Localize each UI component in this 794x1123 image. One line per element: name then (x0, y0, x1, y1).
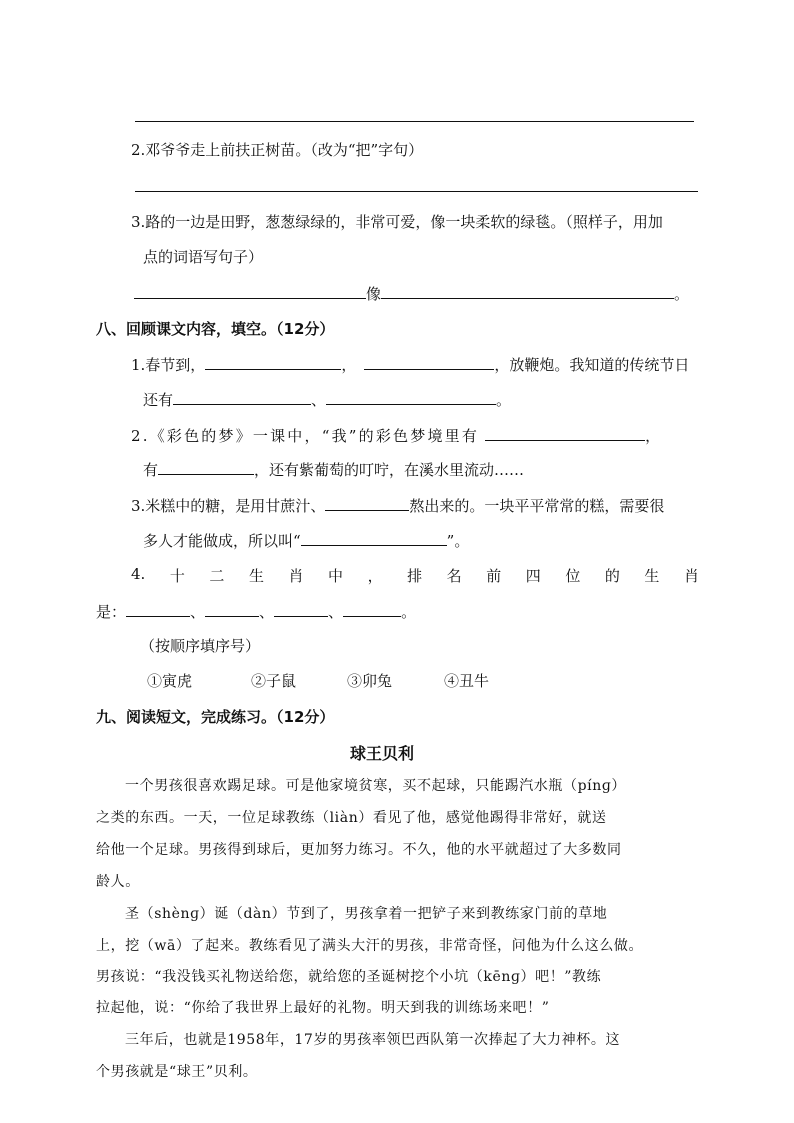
option-1: ①寅虎 (147, 672, 193, 690)
passage-line: 拉起他，说：“你给了我世界上最好的礼物。明天到我的训练场来吧！” (96, 1000, 550, 1016)
blank[interactable] (301, 529, 447, 546)
s8-q3-line1: 3.米糕中的糖，是用甘蔗汁、 熬出来的。一块平平常常的糕，需要很 (131, 494, 664, 516)
option-2: ②子鼠 (251, 672, 297, 690)
q7-item-3-line1: 3.路的一边是田野，葱葱绿绿的，非常可爱，像一块柔软的绿毯。（照样子，用加 (131, 213, 663, 231)
blank[interactable] (326, 388, 496, 405)
answer-line[interactable] (135, 191, 698, 192)
passage-line: 给他一个足球。男孩得到球后，更加努力练习。不久，他的水平就超过了大多数同 (96, 842, 622, 858)
passage-title: 球王贝利 (350, 744, 415, 763)
s8-q1-line2: 还有 、 。 (143, 388, 511, 410)
s8-q2-line1: 2.《彩色的梦》一课中，“我”的彩色梦境里有 ， (131, 424, 662, 446)
blank[interactable] (205, 353, 341, 370)
section-9-heading: 九、阅读短文，完成练习。（12分） (96, 708, 335, 726)
blank[interactable] (205, 600, 259, 617)
passage-line: 男孩说：“我没钱买礼物送给您，就给您的圣诞树挖个小坑（kēnɡ）吧！”教练 (96, 969, 602, 985)
blank[interactable] (126, 600, 190, 617)
blank[interactable] (343, 600, 401, 617)
s8-q4-note: （按顺序填序号） (140, 637, 261, 655)
blank[interactable] (485, 424, 645, 441)
q7-item-3-line2: 点的词语写句子） (143, 248, 264, 266)
blank[interactable] (158, 458, 254, 475)
blank[interactable] (173, 388, 311, 405)
blank[interactable] (325, 494, 409, 511)
s8-q4-line1: 4. 十 二 生 肖 中 ， 排 名 前 四 位 的 生 肖 (131, 565, 699, 585)
blank[interactable] (381, 282, 674, 299)
option-3: ③卯兔 (347, 672, 393, 690)
q7-item-2: 2.邓爷爷走上前扶正树苗。（改为“把”字句） (131, 141, 424, 159)
s8-q4-line2: 是： 、 、 、 。 (96, 600, 416, 622)
s8-q3-line2: 多人才能做成，所以叫“ ”。 (143, 529, 469, 551)
q7-item-3-fill: 像 。 (134, 282, 689, 304)
answer-line[interactable] (135, 121, 694, 122)
blank[interactable] (274, 600, 328, 617)
section-8-heading: 八、回顾课文内容，填空。（12分） (96, 320, 335, 338)
passage-line: 上，挖（wā）了起来。教练看见了满头大汗的男孩，非常奇怪，问他为什么这么做。 (96, 938, 644, 954)
s8-q2-line2: 有 ，还有紫葡萄的叮咛，在溪水里流动…… (143, 458, 524, 480)
option-4: ④丑牛 (444, 672, 490, 690)
passage-line: 圣（shènɡ）诞（dàn）节到了，男孩拿着一把铲子来到教练家门前的草地 (125, 906, 608, 922)
s8-q1-line1: 1.春节到， ， ，放鞭炮。我知道的传统节日 (131, 353, 689, 375)
passage-line: 一个男孩很喜欢踢足球。可是他家境贫寒，买不起球，只能踢汽水瓶（pínɡ） (125, 778, 627, 794)
passage-line: 三年后，也就是1958年，17岁的男孩率领巴西队第一次捧起了大力神杯。这 (125, 1032, 621, 1048)
passage-line: 个男孩就是“球王”贝利。 (96, 1064, 258, 1080)
blank[interactable] (364, 353, 494, 370)
passage-line: 之类的东西。一天，一位足球教练（liàn）看见了他，感觉他踢得非常好，就送 (96, 810, 607, 826)
blank[interactable] (134, 282, 366, 299)
passage-line: 龄人。 (96, 874, 140, 890)
